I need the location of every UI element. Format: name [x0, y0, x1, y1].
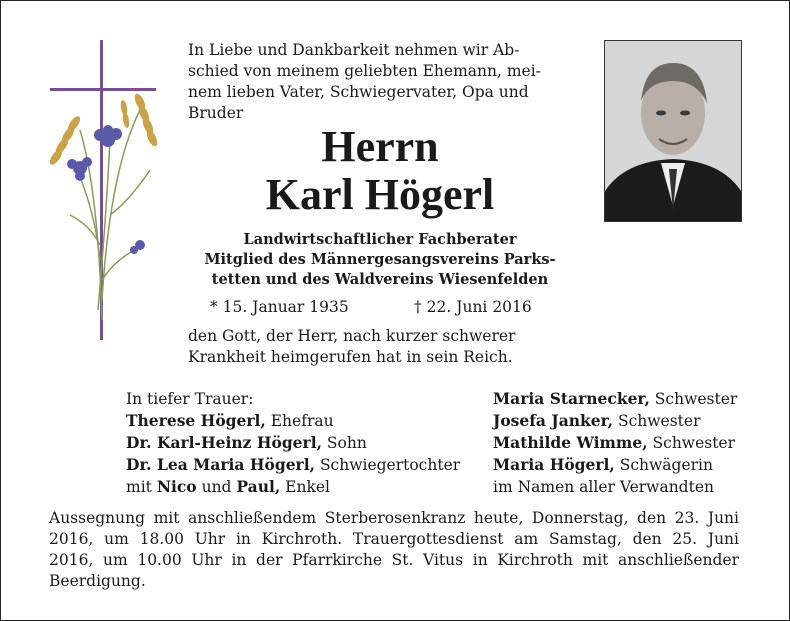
service-line: Aussegnung mit anschließendem Sterberosenkranz heute, Donnerstag, den 23. Juni — [49, 509, 739, 527]
deceased-name: Karl Högerl — [265, 170, 495, 219]
service-info — [49, 508, 739, 592]
mourner-line: Maria Högerl, Schwägerin — [493, 455, 713, 474]
role-line: tetten und des Waldvereins Wiesenfelden — [211, 271, 549, 288]
mourner-line: Dr. Karl-Heinz Högerl, Sohn — [126, 433, 367, 452]
service-line: 2016, um 18.00 Uhr in Kirchroth. Trauergottesdienst am Samstag, den 25. Juni — [49, 530, 739, 548]
birth-date: * 15. Januar 1935 — [210, 298, 349, 316]
mourner-line: mit Nico und Paul, Enkel — [126, 477, 330, 496]
mourner-line: In tiefer Trauer: — [126, 390, 254, 408]
cornflower-icon — [67, 125, 145, 254]
called-line: den Gott, der Herr, nach kurzer schwerer — [188, 327, 516, 345]
mourner-line: Maria Starnecker, Schwester — [493, 389, 738, 408]
cross-with-flowers-illustration — [40, 40, 170, 340]
intro-line: In Liebe und Dankbarkeit nehmen wir Ab- — [188, 41, 520, 59]
mourner-line: Therese Högerl, Ehefrau — [126, 411, 334, 430]
called-home-text — [188, 326, 572, 368]
intro-line: Bruder — [188, 104, 244, 122]
intro-line: schied von meinem geliebten Ehemann, mei- — [188, 62, 541, 80]
mourner-line: Mathilde Wimme, Schwester — [493, 433, 736, 452]
mourner-line: im Namen aller Verwandten — [493, 478, 714, 496]
mourner-line: Dr. Lea Maria Högerl, Schwiegertochter — [126, 455, 461, 474]
honorific: Herrn — [321, 122, 439, 171]
mourners-right — [493, 388, 737, 498]
roles — [188, 230, 572, 290]
role-line: Landwirtschaftlicher Fachberater — [243, 231, 517, 248]
death-date: † 22. Juni 2016 — [414, 298, 532, 316]
service-line: Beerdigung. — [49, 572, 146, 590]
service-line: 2016, um 10.00 Uhr in der Pfarrkirche St. Vitus in Kirchroth mit anschließender — [49, 551, 739, 569]
intro-text — [188, 40, 572, 124]
mourner-line: Josefa Janker, Schwester — [493, 411, 701, 430]
called-line: Krankheit heimgerufen hat in sein Reich. — [188, 348, 513, 366]
portrait-photo — [604, 40, 742, 222]
intro-line: nem lieben Vater, Schwiegervater, Opa und — [188, 83, 529, 101]
role-line: Mitglied des Männergesangsvereins Parks- — [204, 251, 556, 268]
mourners-left — [126, 388, 460, 498]
